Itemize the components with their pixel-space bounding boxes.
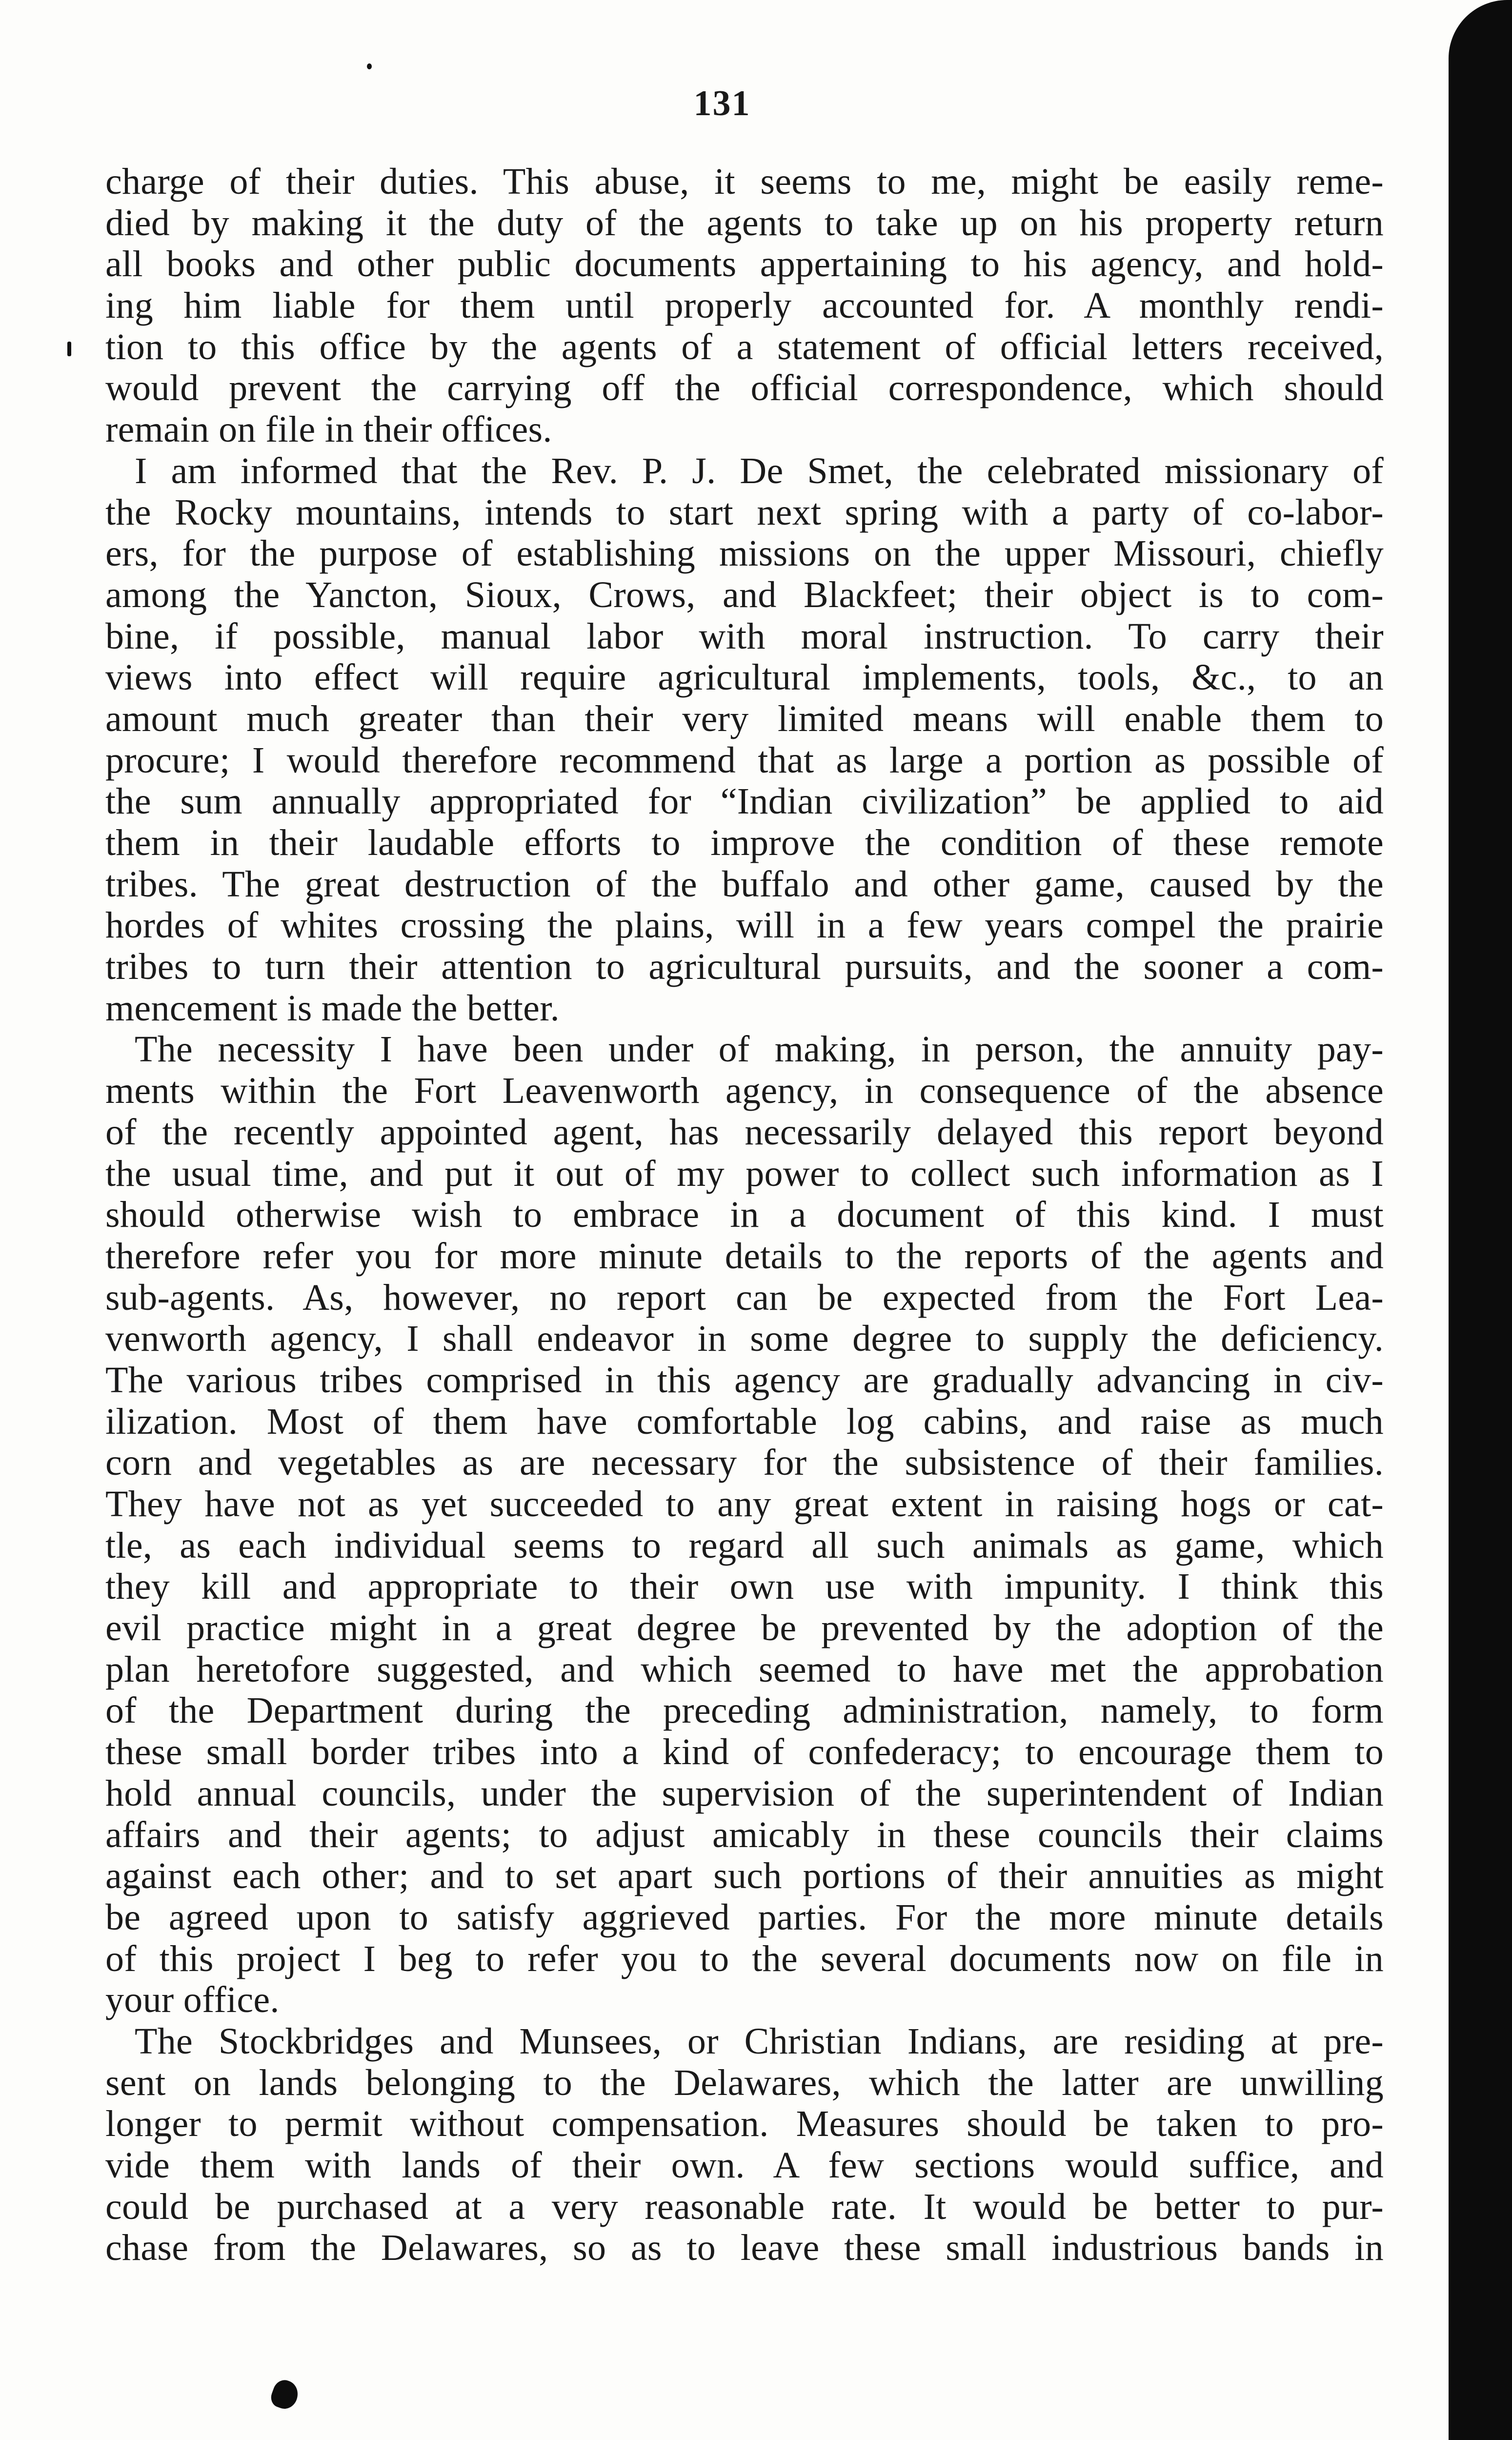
text-line: of the recently appointed agent, has necessarily delayed this report beyond xyxy=(105,1111,1384,1153)
text-line: should otherwise wish to embrace in a document of this kind. I must xyxy=(105,1194,1384,1236)
text-line: vide them with lands of their own. A few sections would suffice, and xyxy=(105,2145,1384,2186)
ink-blot xyxy=(268,2377,302,2412)
text-line: ilization. Most of them have comfortable log cabins, and raise as much xyxy=(105,1401,1384,1442)
text-line: remain on file in their offices. xyxy=(105,409,552,450)
text-line: chase from the Delawares, so as to leave these small industrious bands in xyxy=(105,2227,1384,2269)
text-line: tribes. The great destruction of the buffalo and other game, caused by the xyxy=(105,863,1384,905)
text-line: longer to permit without compensation. Measures should be taken to pro- xyxy=(105,2103,1384,2145)
page-number: 131 xyxy=(693,83,751,123)
text-line: hold annual councils, under the supervision of the superintendent of Indian xyxy=(105,1772,1384,1814)
text-line: against each other; and to set apart such portions of their annuities as might xyxy=(105,1855,1384,1897)
text-line: sub-agents. As, however, no report can be expected from the Fort Lea- xyxy=(105,1277,1384,1318)
text-line: of this project I beg to refer you to the several documents now on file in xyxy=(105,1938,1384,1979)
scan-speck xyxy=(367,63,372,69)
text-line: sent on lands belonging to the Delawares, which the latter are unwilling xyxy=(105,2062,1384,2103)
text-line: them in their laudable efforts to improve the condition of these remote xyxy=(105,822,1384,863)
text-line: venworth agency, I shall endeavor in some degree to supply the deficiency. xyxy=(105,1318,1384,1360)
text-line: They have not as yet succeeded to any great extent in raising hogs or cat- xyxy=(105,1484,1384,1525)
text-line: therefore refer you for more minute details to the reports of the agents and xyxy=(105,1235,1384,1277)
text-line: died by making it the duty of the agents to take up on his property return xyxy=(105,202,1384,244)
text-line: the usual time, and put it out of my power to collect such information as I xyxy=(105,1153,1384,1194)
paragraph-start-line: The Stockbridges and Munsees, or Christian Indians, are residing at pre- xyxy=(135,2020,1384,2062)
text-line: ments within the Fort Leavenworth agency, in consequence of the absence xyxy=(105,1070,1384,1112)
text-line: views into effect will require agricultural implements, tools, &c., to an xyxy=(105,657,1384,698)
text-line: your office. xyxy=(105,1979,280,2021)
text-line: the Rocky mountains, intends to start next spring with a party of co-labor- xyxy=(105,491,1384,533)
text-line: among the Yancton, Sioux, Crows, and Blackfeet; their object is to com- xyxy=(105,574,1384,615)
paragraph-start-line: The necessity I have been under of making, in person, the annuity pay- xyxy=(135,1029,1384,1070)
text-line: tle, as each individual seems to regard all such animals as game, which xyxy=(105,1525,1384,1566)
text-line: could be purchased at a very reasonable rate. It would be better to pur- xyxy=(105,2186,1384,2227)
scan-edge xyxy=(1449,0,1512,2440)
text-line: evil practice might in a great degree be prevented by the adoption of the xyxy=(105,1607,1384,1649)
text-line: charge of their duties. This abuse, it seems to me, might be easily reme- xyxy=(105,161,1384,202)
text-line: all books and other public documents appertaining to his agency, and hold- xyxy=(105,244,1384,285)
body-text xyxy=(105,161,1384,2269)
text-line: they kill and appropriate to their own use with impunity. I think this xyxy=(105,1566,1384,1607)
text-line: The various tribes comprised in this agency are gradually advancing in civ- xyxy=(105,1359,1384,1401)
scan-speck xyxy=(67,342,71,356)
text-line: mencement is made the better. xyxy=(105,987,560,1029)
text-line: affairs and their agents; to adjust amicably in these councils their claims xyxy=(105,1814,1384,1855)
paragraph-start-line: I am informed that the Rev. P. J. De Smet, the celebrated missionary of xyxy=(135,450,1384,491)
text-line: the sum annually appropriated for “Indian civilization” be applied to aid xyxy=(105,781,1384,822)
text-line: amount much greater than their very limited means will enable them to xyxy=(105,698,1384,739)
text-line: plan heretofore suggested, and which seemed to have met the approbation xyxy=(105,1648,1384,1690)
text-line: would prevent the carrying off the official correspondence, which should xyxy=(105,367,1384,409)
text-line: procure; I would therefore recommend that as large a portion as possible of xyxy=(105,739,1384,781)
text-line: of the Department during the preceding administration, namely, to form xyxy=(105,1690,1384,1731)
text-line: corn and vegetables as are necessary for the subsistence of their families. xyxy=(105,1442,1384,1484)
text-line: be agreed upon to satisfy aggrieved parties. For the more minute details xyxy=(105,1896,1384,1938)
text-line: tribes to turn their attention to agricultural pursuits, and the sooner a com- xyxy=(105,946,1384,988)
text-line: these small border tribes into a kind of confederacy; to encourage them to xyxy=(105,1731,1384,1773)
text-line: hordes of whites crossing the plains, will in a few years compel the prairie xyxy=(105,905,1384,946)
text-line: bine, if possible, manual labor with moral instruction. To carry their xyxy=(105,615,1384,657)
text-line: ers, for the purpose of establishing missions on the upper Missouri, chiefly xyxy=(105,533,1384,574)
text-line: tion to this office by the agents of a statement of official letters received, xyxy=(105,326,1384,367)
text-line: ing him liable for them until properly accounted for. A monthly rendi- xyxy=(105,285,1384,326)
